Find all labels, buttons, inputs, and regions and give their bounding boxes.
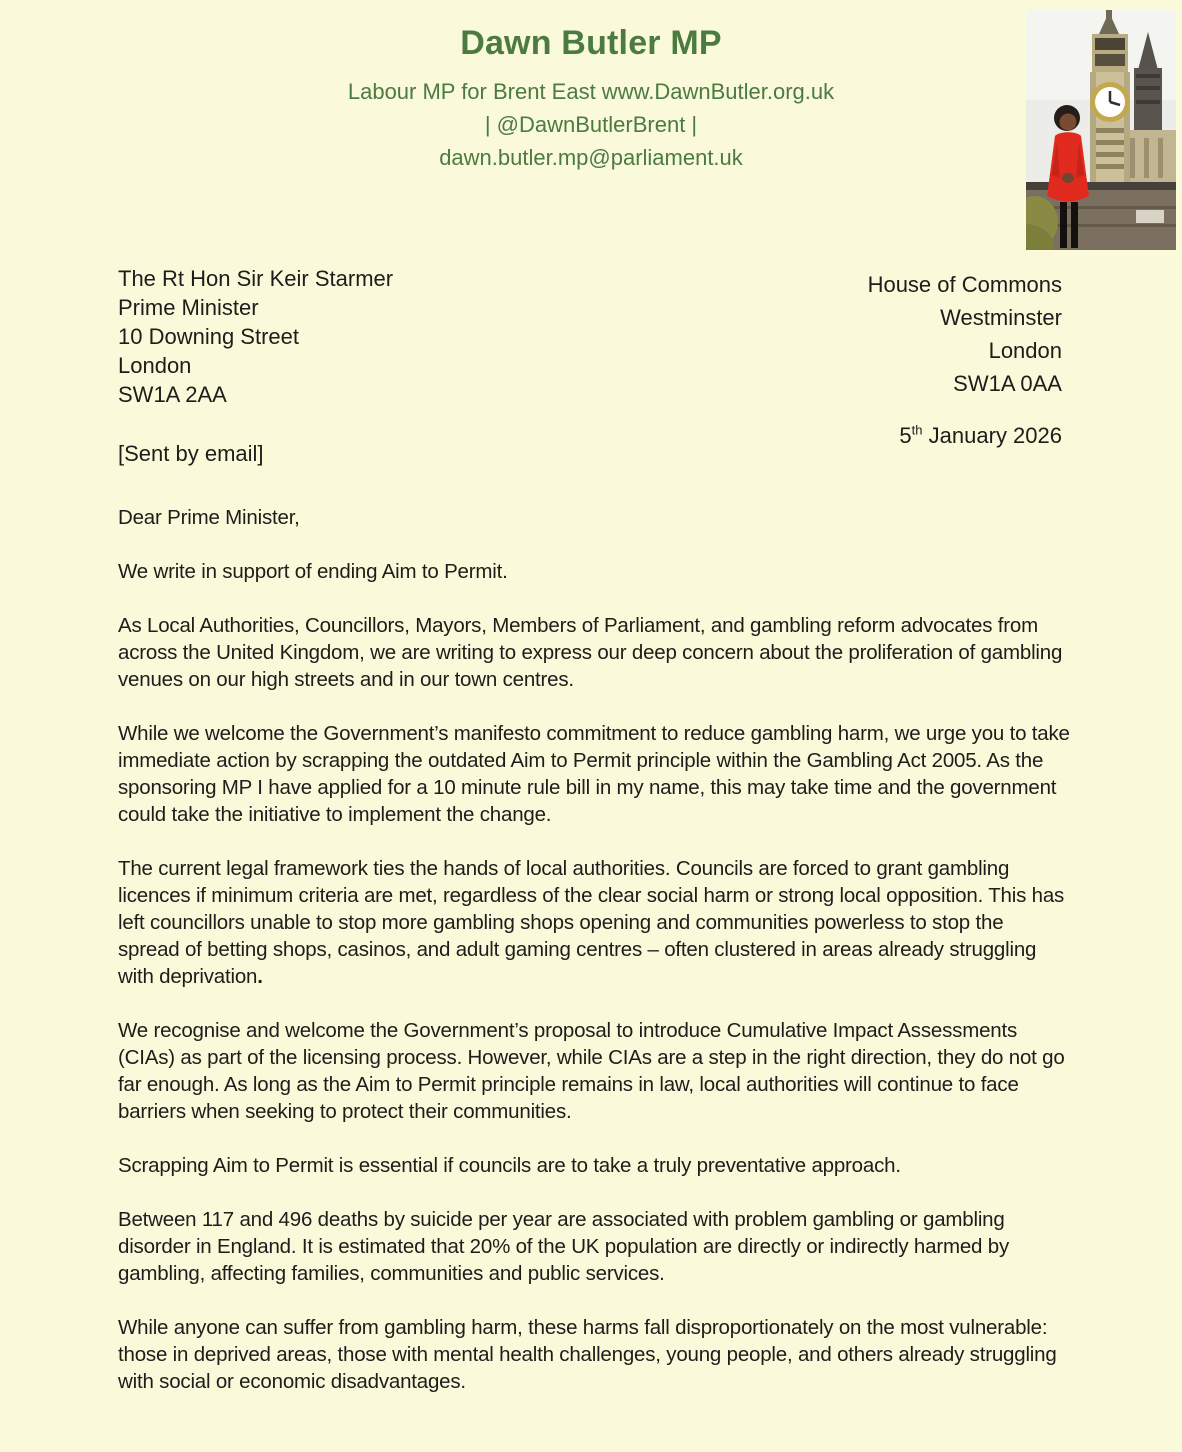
body-paragraph-7: Between 117 and 496 deaths by suicide per year are associated with problem gambling or gambling disorder in England. It is estimated that 20% of the UK population are directly or indirectly harmed by gambling, affecting families, communities and public services.	[118, 1208, 1009, 1285]
sender-area: Westminster	[940, 305, 1062, 330]
letterhead	[0, 24, 1182, 174]
body-paragraph-6: Scrapping Aim to Permit is essential if councils are to take a truly preventative approach.	[118, 1154, 901, 1177]
body-paragraph-4-text: The current legal framework ties the hands of local authorities. Councils are forced to grant gambling licences if minimum criteria are met, regardless of the clear social harm or strong local opposition. This has left councillors unable to stop more gambling shops opening and communities powerless to stop the spread of betting shops, casinos, and adult gaming centres – often clustered in areas already struggling with deprivation	[118, 857, 1065, 988]
letterhead-line-email: dawn.butler.mp@parliament.uk	[439, 145, 743, 170]
body-paragraph-3: While we welcome the Government’s manifesto commitment to reduce gambling harm, we urge you to take immediate action by scrapping the outdated Aim to Permit principle within the Gambling Act 2005. As the sponsoring MP I have applied for a 10 minute rule bill in my name, this may take time and the government could take the initiative to implement the change.	[118, 722, 1070, 826]
letterhead-line-twitter: | @DawnButlerBrent |	[484, 112, 698, 137]
salutation: Dear Prime Minister,	[118, 506, 300, 529]
body-paragraph-5: We recognise and welcome the Government’s proposal to introduce Cumulative Impact Assessments (CIAs) as part of the licensing process. However, while CIAs are a step in the right direction, they do not go far enough. As long as the Aim to Permit principle remains in law, local authorities will continue to face barriers when seeking to protect their communities.	[118, 1019, 1065, 1123]
sent-by-email-note: [Sent by email]	[118, 441, 264, 466]
sender-city: London	[988, 338, 1062, 363]
recipient-street: 10 Downing Street	[118, 324, 299, 349]
sender-postcode: SW1A 0AA	[953, 371, 1062, 396]
recipient-postcode: SW1A 2AA	[118, 382, 227, 407]
sender-org: House of Commons	[867, 272, 1062, 297]
bold-full-stop: .	[257, 965, 263, 988]
date-month-year: January 2026	[928, 423, 1062, 448]
letter-date	[868, 419, 1062, 452]
body-paragraph-1: We write in support of ending Aim to Permit.	[118, 560, 508, 583]
page-title: Dawn Butler MP	[460, 24, 722, 62]
recipient-city: London	[118, 353, 192, 378]
big-ben-tower	[1090, 10, 1130, 200]
recipient-title: Prime Minister	[118, 295, 259, 320]
sender-address	[868, 268, 1062, 452]
recipient-name: The Rt Hon Sir Keir Starmer	[118, 266, 394, 291]
body-paragraph-2: As Local Authorities, Councillors, Mayors, Members of Parliament, and gambling reform advocates from across the United Kingdom, we are writing to express our deep concern about the proliferation of gambling venues on our high streets and in our town centres.	[118, 614, 1063, 691]
letter-body	[118, 504, 1070, 1422]
recipient-address	[118, 264, 393, 409]
date-ordinal-suffix: th	[911, 422, 923, 438]
portrait-photo	[1026, 10, 1176, 250]
body-paragraph-8: While anyone can suffer from gambling harm, these harms fall disproportionately on the most vulnerable: those in deprived areas, those with mental health challenges, young people, and others already struggling with social or economic disadvantages.	[118, 1316, 1057, 1393]
body-paragraph-4	[118, 855, 1070, 990]
letterhead-line-website: Labour MP for Brent East www.DawnButler.org.uk	[347, 79, 835, 104]
letterhead-subtitle	[0, 75, 1182, 174]
date-day: 5	[899, 423, 912, 448]
